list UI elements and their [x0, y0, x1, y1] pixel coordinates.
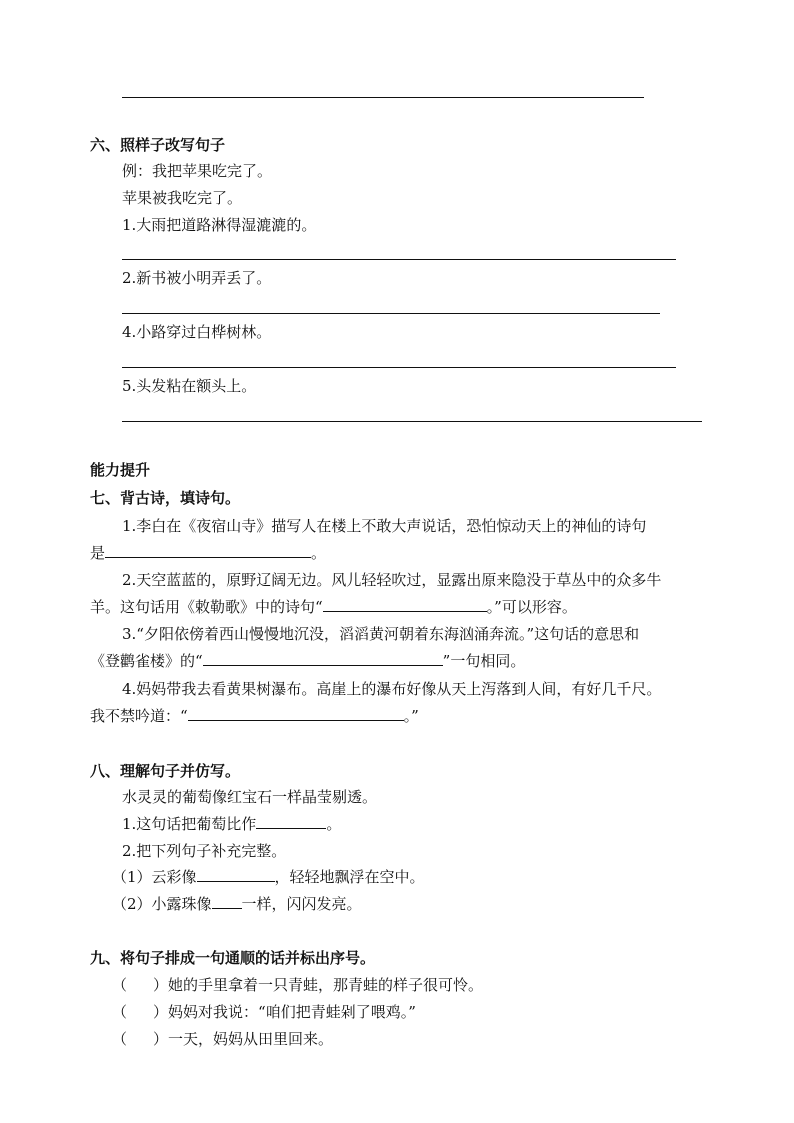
- answer-line-1[interactable]: [122, 259, 676, 260]
- exercise-item-4: 4.小路穿过白桦树林。: [122, 323, 272, 341]
- simile-s1-suffix: ，轻轻地飘浮在空中。: [274, 868, 425, 886]
- section9-heading: 九、将句子排成一句通顺的话并标出序号。: [90, 949, 376, 967]
- order-paren-close: ）: [153, 976, 169, 994]
- exercise-item-2: 2.新书被小明弄丢了。: [122, 269, 272, 287]
- poem-q4-suffix: 。”: [403, 707, 419, 725]
- simile-s2: [112, 894, 362, 914]
- simile-s1: [112, 867, 425, 887]
- poem-q1-blank[interactable]: [105, 543, 311, 558]
- order-item-2: [112, 1002, 416, 1022]
- poem-q3-blank[interactable]: [203, 651, 443, 666]
- order-item-1: [112, 975, 483, 995]
- answer-line-5[interactable]: [122, 421, 702, 422]
- example-rewrite: 苹果被我吃完了。: [122, 189, 243, 207]
- simile-q1-blank[interactable]: [256, 814, 326, 829]
- simile-s2-prefix: （2）小露珠像: [112, 895, 212, 913]
- poem-q3-line2: [90, 651, 525, 671]
- example-sentence: 例：我把苹果吃完了。: [122, 162, 273, 180]
- poem-q2-blank[interactable]: [323, 597, 487, 612]
- order-text-2: 妈妈对我说：“咱们把青蛙剁了喂鸡。”: [168, 1003, 416, 1021]
- answer-line-top[interactable]: [122, 97, 644, 98]
- poem-q4-blank[interactable]: [188, 706, 404, 721]
- simile-q1: [122, 814, 341, 834]
- poem-q1-suffix: 。: [311, 544, 327, 562]
- simile-q1-prefix: 1.这句话把葡萄比作: [122, 815, 257, 833]
- exercise-item-1: 1.大雨把道路淋得湿漉漉的。: [122, 216, 317, 234]
- simile-q2: 2.把下列句子补充完整。: [122, 842, 287, 860]
- poem-q2-suffix: 。”可以形容。: [486, 598, 577, 616]
- model-sentence: 水灵灵的葡萄像红宝石一样晶莹剔透。: [122, 788, 378, 806]
- simile-q1-suffix: 。: [326, 815, 342, 833]
- order-paren-close: ）: [153, 1030, 169, 1048]
- order-text-3: 一天，妈妈从田里回来。: [168, 1030, 334, 1048]
- poem-q3-prefix: 《登鹳雀楼》的“: [90, 652, 203, 670]
- poem-q1-prefix: 是: [90, 544, 106, 562]
- exercise-item-5: 5.头发粘在额头上。: [122, 377, 257, 395]
- poem-q3-line1: 3.“夕阳依傍着西山慢慢地沉没，滔滔黄河朝着东海汹涌奔流。”这句话的意思和: [122, 625, 640, 643]
- poem-q1-line2: [90, 543, 326, 563]
- poem-q4-line2: [90, 706, 419, 726]
- simile-s2-blank[interactable]: [212, 894, 242, 909]
- poem-q4-line1: 4.妈妈带我去看黄果树瀑布。高崖上的瀑布好像从天上泻落到人间，有好几千尺。: [122, 680, 662, 698]
- ability-heading: 能力提升: [90, 461, 151, 479]
- poem-q2-prefix: 羊。这句话用《敕勒歌》中的诗句“: [90, 598, 323, 616]
- order-item-3: [112, 1029, 333, 1049]
- order-text-1: 她的手里拿着一只青蛙，那青蛙的样子很可怜。: [168, 976, 484, 994]
- simile-s1-blank[interactable]: [197, 867, 275, 882]
- poem-q4-prefix: 我不禁吟道：“: [90, 707, 188, 725]
- simile-s2-suffix: 一样，闪闪发亮。: [241, 895, 362, 913]
- poem-q3-suffix: ”一句相同。: [442, 652, 526, 670]
- order-paren-close: ）: [153, 1003, 169, 1021]
- poem-q2-line1: 2.天空蓝蓝的，原野辽阔无边。风儿轻轻吹过，显露出原来隐没于草丛中的众多牛: [122, 571, 662, 589]
- answer-line-4[interactable]: [122, 367, 676, 368]
- poem-q2-line2: [90, 597, 577, 617]
- section6-heading: 六、照样子改写句子: [90, 136, 226, 154]
- section8-heading: 八、理解句子并仿写。: [90, 762, 241, 780]
- answer-line-2[interactable]: [122, 313, 660, 314]
- order-paren-open: （: [112, 976, 128, 994]
- section7-heading: 七、背古诗，填诗句。: [90, 489, 241, 507]
- order-paren-open: （: [112, 1030, 128, 1048]
- order-paren-open: （: [112, 1003, 128, 1021]
- poem-q1-line1: 1.李白在《夜宿山寺》描写人在楼上不敢大声说话，恐怕惊动天上的神仙的诗句: [122, 517, 647, 535]
- simile-s1-prefix: （1）云彩像: [112, 868, 197, 886]
